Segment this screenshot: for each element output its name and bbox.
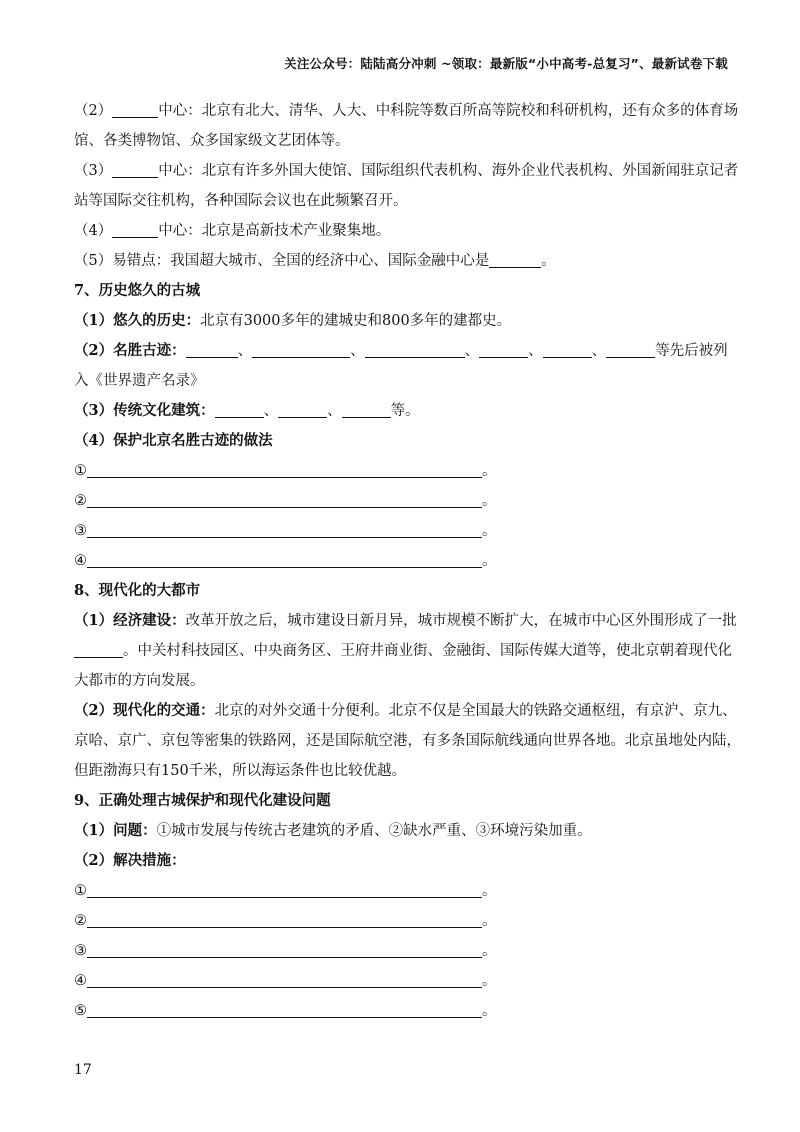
answer-line	[74, 906, 726, 936]
text-line	[74, 336, 726, 366]
fill-blank[interactable]	[74, 640, 123, 658]
text-line	[74, 606, 737, 636]
page-header: 关注公众号：陆陆高分冲刺 ~领取：最新版“小中高考-总复习”、最新试卷下载	[284, 56, 728, 71]
answer-blank[interactable]	[87, 880, 482, 898]
answer-blank[interactable]	[87, 490, 482, 508]
answer-blank[interactable]	[87, 910, 482, 928]
line-text: 等先后被列	[655, 343, 728, 359]
answer-blank[interactable]	[87, 460, 482, 478]
item-marker: ④	[74, 553, 87, 569]
item-marker: ②	[74, 913, 87, 929]
text-line	[74, 216, 726, 246]
answer-blank[interactable]	[87, 550, 482, 568]
line-text: 中心：北京有北大、清华、人大、中科院等数百所高等院校和科研机构，还有众多的体育场	[158, 103, 739, 119]
fill-blank[interactable]	[112, 220, 158, 238]
item-marker: ⑤	[74, 1003, 87, 1019]
answer-blank[interactable]	[87, 970, 482, 988]
text-line	[74, 156, 739, 186]
subsection-label: （2）现代化的交通：	[74, 702, 215, 719]
line-end: 。	[482, 553, 497, 569]
fill-blank[interactable]	[489, 250, 541, 268]
item-prefix: （2）	[74, 103, 113, 119]
fill-blank[interactable]	[342, 400, 391, 418]
fill-blank[interactable]	[479, 340, 528, 358]
line-text: 北京有3000多年的建城史和800多年的建都史。	[200, 313, 512, 329]
text-line: 入《世界遗产名录》	[74, 373, 205, 389]
line-text: （5）易错点：我国超大城市、全国的经济中心、国际金融中心是	[74, 253, 490, 269]
item-marker: ①	[74, 883, 87, 899]
fill-blank[interactable]	[365, 340, 465, 358]
item-prefix: （3）	[74, 163, 113, 179]
separator: 、	[327, 403, 342, 419]
item-prefix: （4）	[74, 223, 113, 239]
line-end: 。	[482, 973, 497, 989]
fill-blank[interactable]	[543, 340, 592, 358]
fill-blank[interactable]	[215, 400, 264, 418]
fill-blank[interactable]	[278, 400, 327, 418]
line-end: 。	[482, 943, 497, 959]
subsection-label: （1）问题：	[74, 822, 157, 839]
item-marker: ②	[74, 493, 87, 509]
separator: 、	[350, 343, 365, 359]
section-title-7: 7、历史悠久的古城	[74, 282, 201, 299]
line-text: 中心：北京是高新技术产业聚集地。	[158, 223, 391, 239]
text-line	[74, 246, 726, 276]
item-marker: ①	[74, 463, 87, 479]
text-line	[74, 696, 737, 726]
fill-blank[interactable]	[186, 340, 238, 358]
line-end: 。	[541, 253, 556, 269]
answer-blank[interactable]	[87, 520, 482, 538]
item-marker: ④	[74, 973, 87, 989]
line-end: 。	[482, 463, 497, 479]
fill-blank[interactable]	[606, 340, 655, 358]
line-text: 改革开放之后，城市建设日新月异，城市规模不断扩大，在城市中心区外围形成了一批	[185, 613, 737, 629]
text-line: 馆、各类博物馆、众多国家级文艺团体等。	[74, 133, 350, 149]
subsection-label: （1）经济建设：	[74, 612, 186, 629]
text-line	[74, 636, 732, 666]
page-number: 17	[74, 1062, 92, 1078]
fill-blank[interactable]	[112, 160, 158, 178]
line-end: 。	[482, 883, 497, 899]
text-line	[74, 816, 726, 846]
text-line	[74, 96, 739, 126]
separator: 、	[263, 403, 279, 419]
answer-line	[74, 936, 726, 966]
item-marker: ③	[74, 523, 87, 539]
line-text: 等。	[390, 403, 420, 419]
document-body	[74, 96, 741, 1026]
answer-line	[74, 546, 726, 576]
separator: 、	[237, 343, 253, 359]
text-line	[74, 396, 726, 426]
line-end: 。	[482, 913, 497, 929]
subsection-title: （4）保护北京名胜古迹的做法	[74, 432, 273, 449]
text-line: 大都市的方向发展。	[74, 673, 205, 689]
line-end: 。	[482, 1003, 497, 1019]
text-line: 站等国际交往机构，各种国际会议也在此频繁召开。	[74, 193, 408, 209]
subsection-title: （2）解决措施：	[74, 852, 186, 869]
line-text: 。中关村科技园区、中央商务区、王府井商业街、金融街、国际传媒大道等，使北京朝着现代化	[123, 643, 732, 659]
answer-blank[interactable]	[87, 1000, 482, 1018]
answer-line	[74, 486, 726, 516]
answer-line	[74, 876, 726, 906]
separator: 、	[591, 343, 607, 359]
answer-line	[74, 996, 726, 1026]
line-text: 中心：北京有许多外国大使馆、国际组织代表机构、海外企业代表机构、外国新闻驻京记者	[158, 163, 739, 179]
separator: 、	[464, 343, 480, 359]
item-marker: ③	[74, 943, 87, 959]
answer-line	[74, 516, 726, 546]
subsection-label: （1）悠久的历史：	[74, 312, 201, 329]
text-line: 京哈、京广、京包等密集的铁路网，还是国际航空港，有多条国际航线通向世界各地。北京虽地处内陆，	[74, 733, 741, 749]
subsection-label: （3）传统文化建筑：	[74, 402, 215, 419]
answer-line	[74, 456, 726, 486]
answer-line	[74, 966, 726, 996]
text-line: 但距渤海只有150千米，所以海运条件也比较优越。	[74, 763, 407, 779]
line-end: 。	[482, 523, 497, 539]
line-text: 北京的对外交通十分便利。北京不仅是全国最大的铁路交通枢纽，有京沪、京九、	[214, 703, 737, 719]
fill-blank[interactable]	[252, 340, 350, 358]
fill-blank[interactable]	[112, 100, 158, 118]
line-end: 。	[482, 493, 497, 509]
line-text: ①城市发展与传统古老建筑的矛盾、②缺水严重、③环境污染加重。	[156, 823, 592, 839]
answer-blank[interactable]	[87, 940, 482, 958]
section-title-8: 8、现代化的大都市	[74, 582, 201, 599]
subsection-label: （2）名胜古迹：	[74, 342, 186, 359]
text-line	[74, 306, 726, 336]
separator: 、	[528, 343, 543, 359]
section-title-9: 9、正确处理古城保护和现代化建设问题	[74, 792, 331, 809]
